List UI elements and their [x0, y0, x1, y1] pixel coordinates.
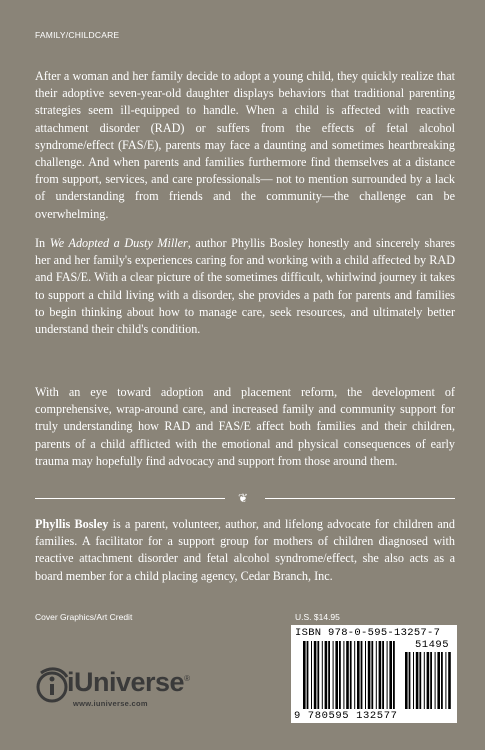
publisher-name-text: iUniverse — [67, 667, 185, 697]
barcode-bar — [357, 641, 360, 709]
barcode-bar — [416, 652, 419, 709]
barcode-bar — [387, 641, 388, 709]
barcode-bar — [365, 641, 366, 709]
barcode-bar — [389, 641, 392, 709]
author-bio — [35, 516, 455, 585]
barcode-bar — [335, 641, 338, 709]
publisher-name: iUniverse® — [67, 667, 190, 697]
barcode-bar — [307, 641, 309, 709]
barcode-bar — [346, 641, 349, 709]
barcode-bar — [303, 641, 306, 709]
section-divider — [35, 493, 455, 505]
barcode-bar — [371, 641, 373, 709]
barcode-bar — [350, 641, 352, 709]
isbn-text: ISBN 978-0-595-13257-7 — [295, 627, 441, 639]
barcode-bar — [424, 652, 425, 709]
description-paragraph-3: With an eye toward adoption and placement reform, the development of comprehensive, wrap-around care, and increased family and community support for truly understanding how RAD and FAS/E affect both families and their children, parents of a child afflicted with the emotional and physical consequences of early trauma may hopefully find advocacy and support from those around them. — [35, 385, 455, 468]
barcode-bar — [333, 641, 334, 709]
barcode-bar — [413, 652, 414, 709]
barcode-bar — [379, 641, 382, 709]
barcode-bar — [328, 641, 330, 709]
barcode-bar — [409, 652, 411, 709]
divider-line-left — [35, 498, 225, 499]
barcode-bar — [311, 641, 312, 709]
divider-line-right — [265, 498, 455, 499]
barcode-bar — [393, 641, 395, 709]
barcode-bar — [419, 652, 421, 709]
barcode-addon-number: 51495 — [414, 639, 449, 651]
publisher-logo — [35, 665, 215, 720]
barcode-bars — [291, 625, 457, 723]
barcode-bar — [430, 652, 432, 709]
barcode-bar — [368, 641, 371, 709]
author-bio-text: is a parent, volunteer, author, and lifelong advocate for children and families. A facilitator for a support group for mothers of children diagnosed with reactive attachment disorder and fetal alcohol syndrome/effect, she also acts as a board member for a child placing agency, Cedar Branch, Inc. — [35, 517, 455, 583]
barcode-bar — [445, 652, 446, 709]
isbn-barcode — [291, 625, 457, 723]
barcode-digits: 9 780595 132577 — [294, 710, 398, 722]
barcode-bar — [325, 641, 328, 709]
barcode-bar — [354, 641, 355, 709]
p2-body: , author Phyllis Bosley honestly and sincerely shares her and her family's experiences caring for and working with a child affected by RAD and FAS/E. With a clear picture of the sometimes difficult, whirlwind journey it takes to support a child living with a disorder, she provides a path for parents and families to begin thinking about how to manage care, seek resources, and ultimately better understand their child's condition. — [35, 236, 456, 337]
barcode-bar — [405, 652, 408, 709]
book-title: We Adopted a Dusty Miller — [49, 236, 188, 250]
barcode-bar — [441, 652, 443, 709]
barcode-bar — [427, 652, 430, 709]
description-paragraph-2 — [35, 235, 455, 338]
barcode-bar — [361, 641, 363, 709]
price-label: U.S. $14.95 — [295, 612, 340, 622]
iuniverse-swoosh-icon — [35, 665, 69, 705]
barcode-bar — [376, 641, 377, 709]
description-paragraph-1: After a woman and her family decide to adopt a young child, they quickly realize that their adoptive seven-year-old daughter displays behaviors that traditional parenting strategies seem ill-equipped to handle. When a child is affected with reactive attachment disorder (RAD) or suffers from the effects of fetal alcohol syndrome/effect (FAS/E), parents may face a daunting and sometimes heartbreaking challenge. And when parents and families furthermore find themselves at a distance from support, services, and care professionals— not to mention surrounded by a lack of understanding from friends and the community—the challenge can be overwhelming. — [35, 69, 455, 221]
publisher-url: www.iuniverse.com — [73, 699, 148, 708]
barcode-bar — [317, 641, 319, 709]
author-name: Phyllis Bosley — [35, 517, 109, 531]
barcode-bar — [448, 652, 451, 709]
barcode-bar — [435, 652, 436, 709]
barcode-bar — [343, 641, 344, 709]
barcode-bar — [382, 641, 384, 709]
barcode-bar — [322, 641, 323, 709]
cover-credit: Cover Graphics/Art Credit — [35, 612, 133, 622]
barcode-bar — [339, 641, 341, 709]
fleuron-icon: ❦ — [238, 491, 249, 505]
p2-lead: In — [35, 236, 50, 250]
barcode-bar — [314, 641, 317, 709]
barcode-bar — [437, 652, 440, 709]
category-label: FAMILY/CHILDCARE — [35, 30, 120, 40]
